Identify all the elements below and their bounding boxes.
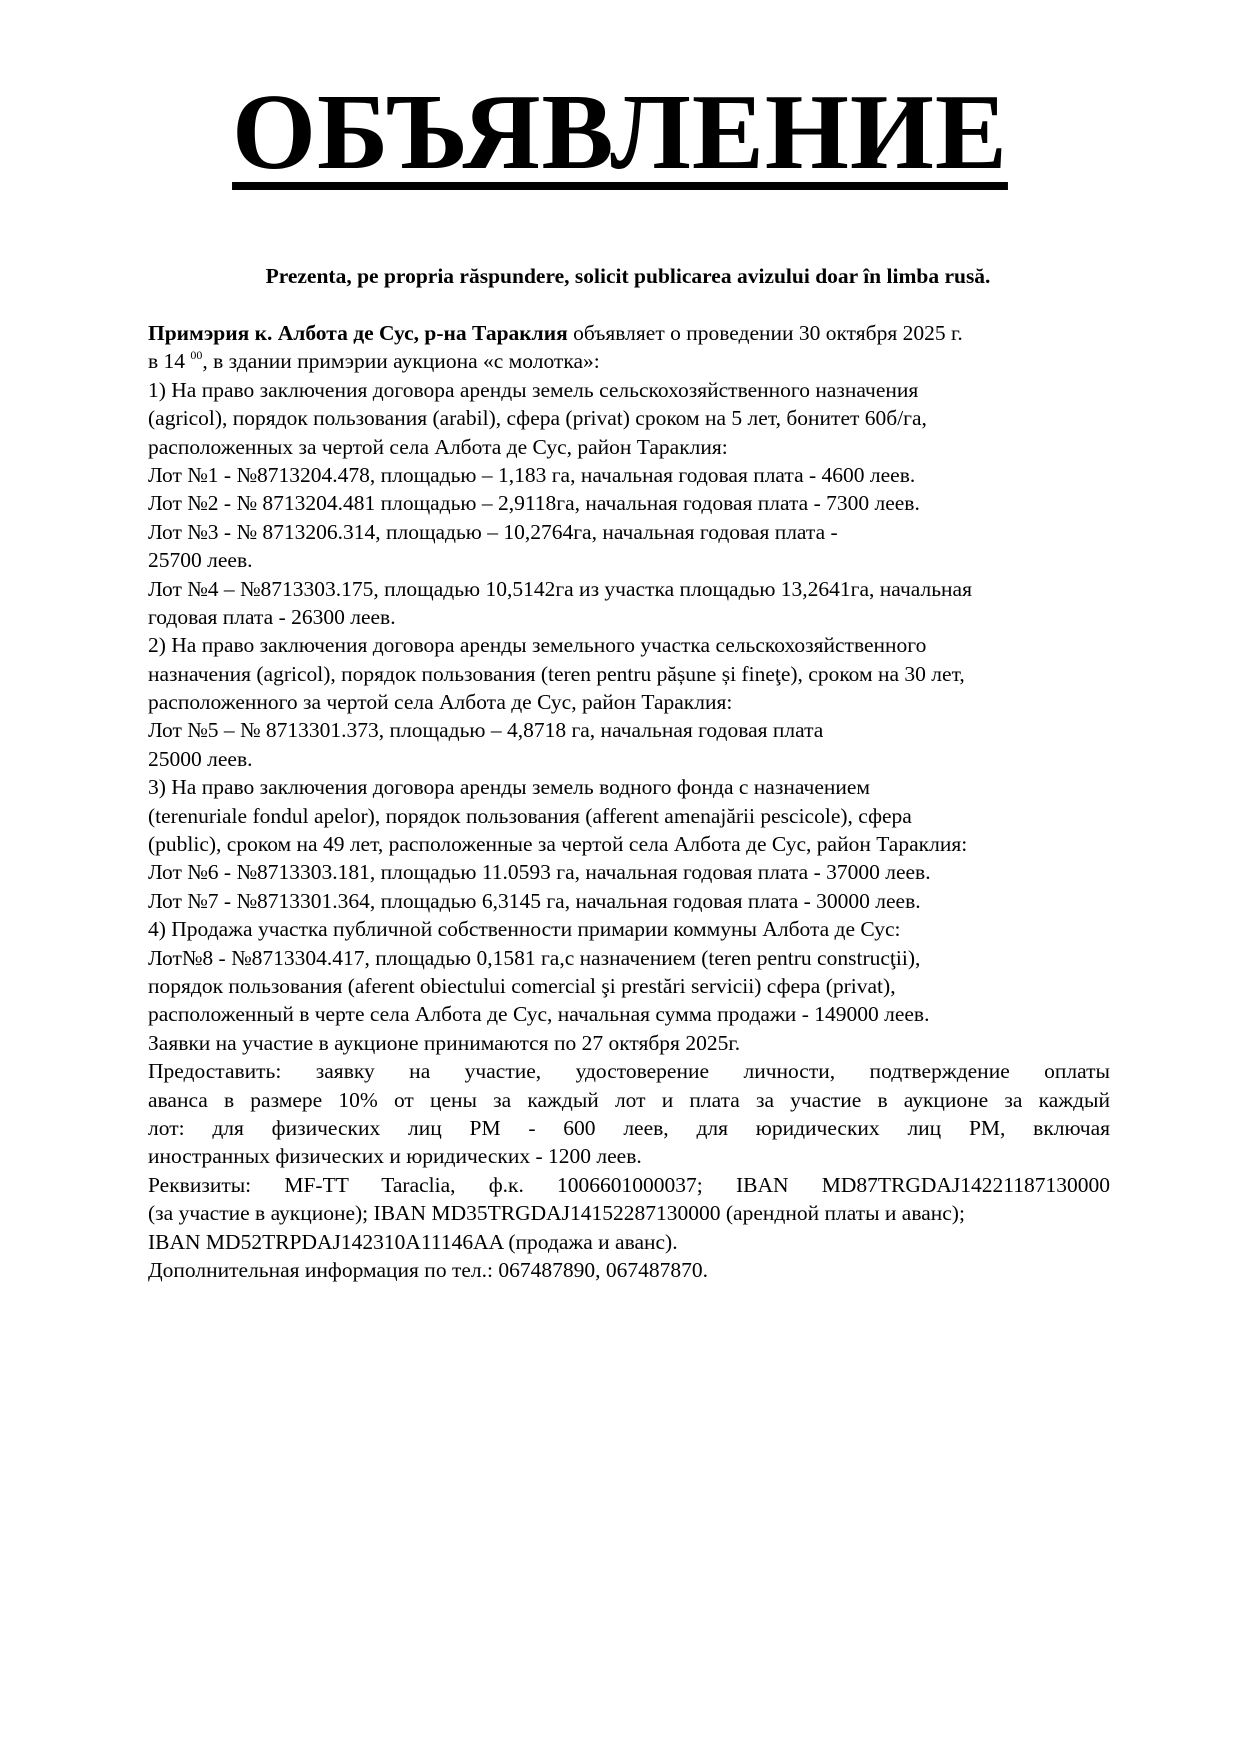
bank-details-line: IBAN MD52TRPDAJ142310A11146AA (продажа и аванс). <box>148 1229 678 1254</box>
requirements-line: аванса в размере 10% от цены за каждый лот и плата за участие в аукционе за каждый <box>148 1087 1110 1112</box>
time-minutes: 00 <box>190 348 203 363</box>
text-line: порядок пользования (aferent obiectului comercial şi prestări servicii) сфера (privat), <box>148 973 896 998</box>
intro-announcement: объявляет о проведении 30 октября 2025 г. <box>567 321 963 345</box>
lot-5-line: Лот №5 – № 8713301.373, площадью – 4,8718 га, начальная годовая плата <box>148 718 824 743</box>
lot-3-line-cont: 25700 леев. <box>148 548 253 573</box>
text-line: 3) На право заключения договора аренды земель водного фонда с назначением <box>148 775 871 800</box>
lot-4-line: Лот №4 – №8713303.175, площадью 10,5142га из участка площадью 13,2641га, начальная <box>148 576 972 601</box>
text-line: 4) Продажа участка публичной собственности примарии коммуны Албота де Сус: <box>148 917 901 942</box>
text-line: (public), сроком на 49 лет, расположенные за чертой села Албота де Сус, район Тараклия: <box>148 832 968 857</box>
deadline-line: Заявки на участие в аукционе принимаются по 27 октября 2025г. <box>148 1030 741 1055</box>
text-line: 1) На право заключения договора аренды земель сельскохозяйственного назначения <box>148 377 919 402</box>
lot-6-line: Лот №6 - №8713303.181, площадью 11.0593 га, начальная годовая плата - 37000 леев. <box>148 860 931 885</box>
requirements-line: Предоставить: заявку на участие, удостоверение личности, подтверждение оплаты <box>148 1059 1110 1084</box>
requirements-line: иностранных физических и юридических - 1200 леев. <box>148 1144 642 1169</box>
bank-details-line: (за участие в аукционе); IBAN MD35TRGDAJ14152287130000 (арендной платы и аванс); <box>148 1201 965 1226</box>
time-hours: в 14 <box>148 349 191 374</box>
lot-7-line: Лот №7 - №8713301.364, площадью 6,3145 га, начальная годовая плата - 30000 леев. <box>148 888 921 913</box>
text-line: расположенных за чертой села Албота де Сус, район Тараклия: <box>148 434 728 459</box>
lot-4-line-cont: годовая плата - 26300 леев. <box>148 604 396 629</box>
text-line: расположенного за чертой села Албота де Сус, район Тараклия: <box>148 690 733 715</box>
intro-venue: , в здании примэрии аукциона «с молотка»: <box>202 349 600 374</box>
lot-8-line: Лот№8 - №8713304.417, площадью 0,1581 га,с назначением (teren pentru construcţii), <box>148 945 921 970</box>
publication-request: Prezenta, pe propria răspundere, solicit publicarea avizului doar în limba rusă. <box>265 264 991 288</box>
text-line: (terenuriale fondul apelor), порядок пользования (afferent amenajării pescicole), сфера <box>148 803 912 828</box>
page-title: ОБЪЯВЛЕНИЕ <box>232 73 1008 192</box>
text-line: расположенный в черте села Албота де Сус, начальная сумма продажи - 149000 леев. <box>148 1002 930 1027</box>
text-line: 2) На право заключения договора аренды земельного участка сельскохозяйственного <box>148 633 927 658</box>
organizer-name: Примэрия к. Албота де Сус, р-на Тараклия <box>148 321 568 345</box>
announcement-body <box>148 319 1110 1284</box>
lot-1-line: Лот №1 - №8713204.478, площадью – 1,183 га, начальная годовая плата - 4600 леев. <box>148 462 916 487</box>
text-line: (agricol), порядок пользования (arabil), сфера (privat) сроком на 5 лет, бонитет 60б/га, <box>148 406 927 431</box>
lot-3-line: Лот №3 - № 8713206.314, площадью – 10,2764га, начальная годовая плата - <box>148 519 838 544</box>
text-line: назначения (agricol), порядок пользования (teren pentru pășune și fineţe), сроком на 30 лет, <box>148 661 965 686</box>
bank-details-line: Реквизиты: MF-TT Taraclia, ф.к. 1006601000037; IBAN MD87TRGDAJ14221187130000 <box>148 1172 1110 1197</box>
intro-line-1 <box>148 319 1110 347</box>
contact-line: Дополнительная информация по тел.: 067487890, 067487870. <box>148 1257 708 1282</box>
lot-5-line-cont: 25000 леев. <box>148 746 253 771</box>
lot-2-line: Лот №2 - № 8713204.481 площадью – 2,9118га, начальная годовая плата - 7300 леев. <box>148 491 920 516</box>
intro-line-2 <box>148 347 1110 375</box>
requirements-line: лот: для физических лиц РМ - 600 леев, для юридических лиц РМ, включая <box>148 1115 1110 1140</box>
